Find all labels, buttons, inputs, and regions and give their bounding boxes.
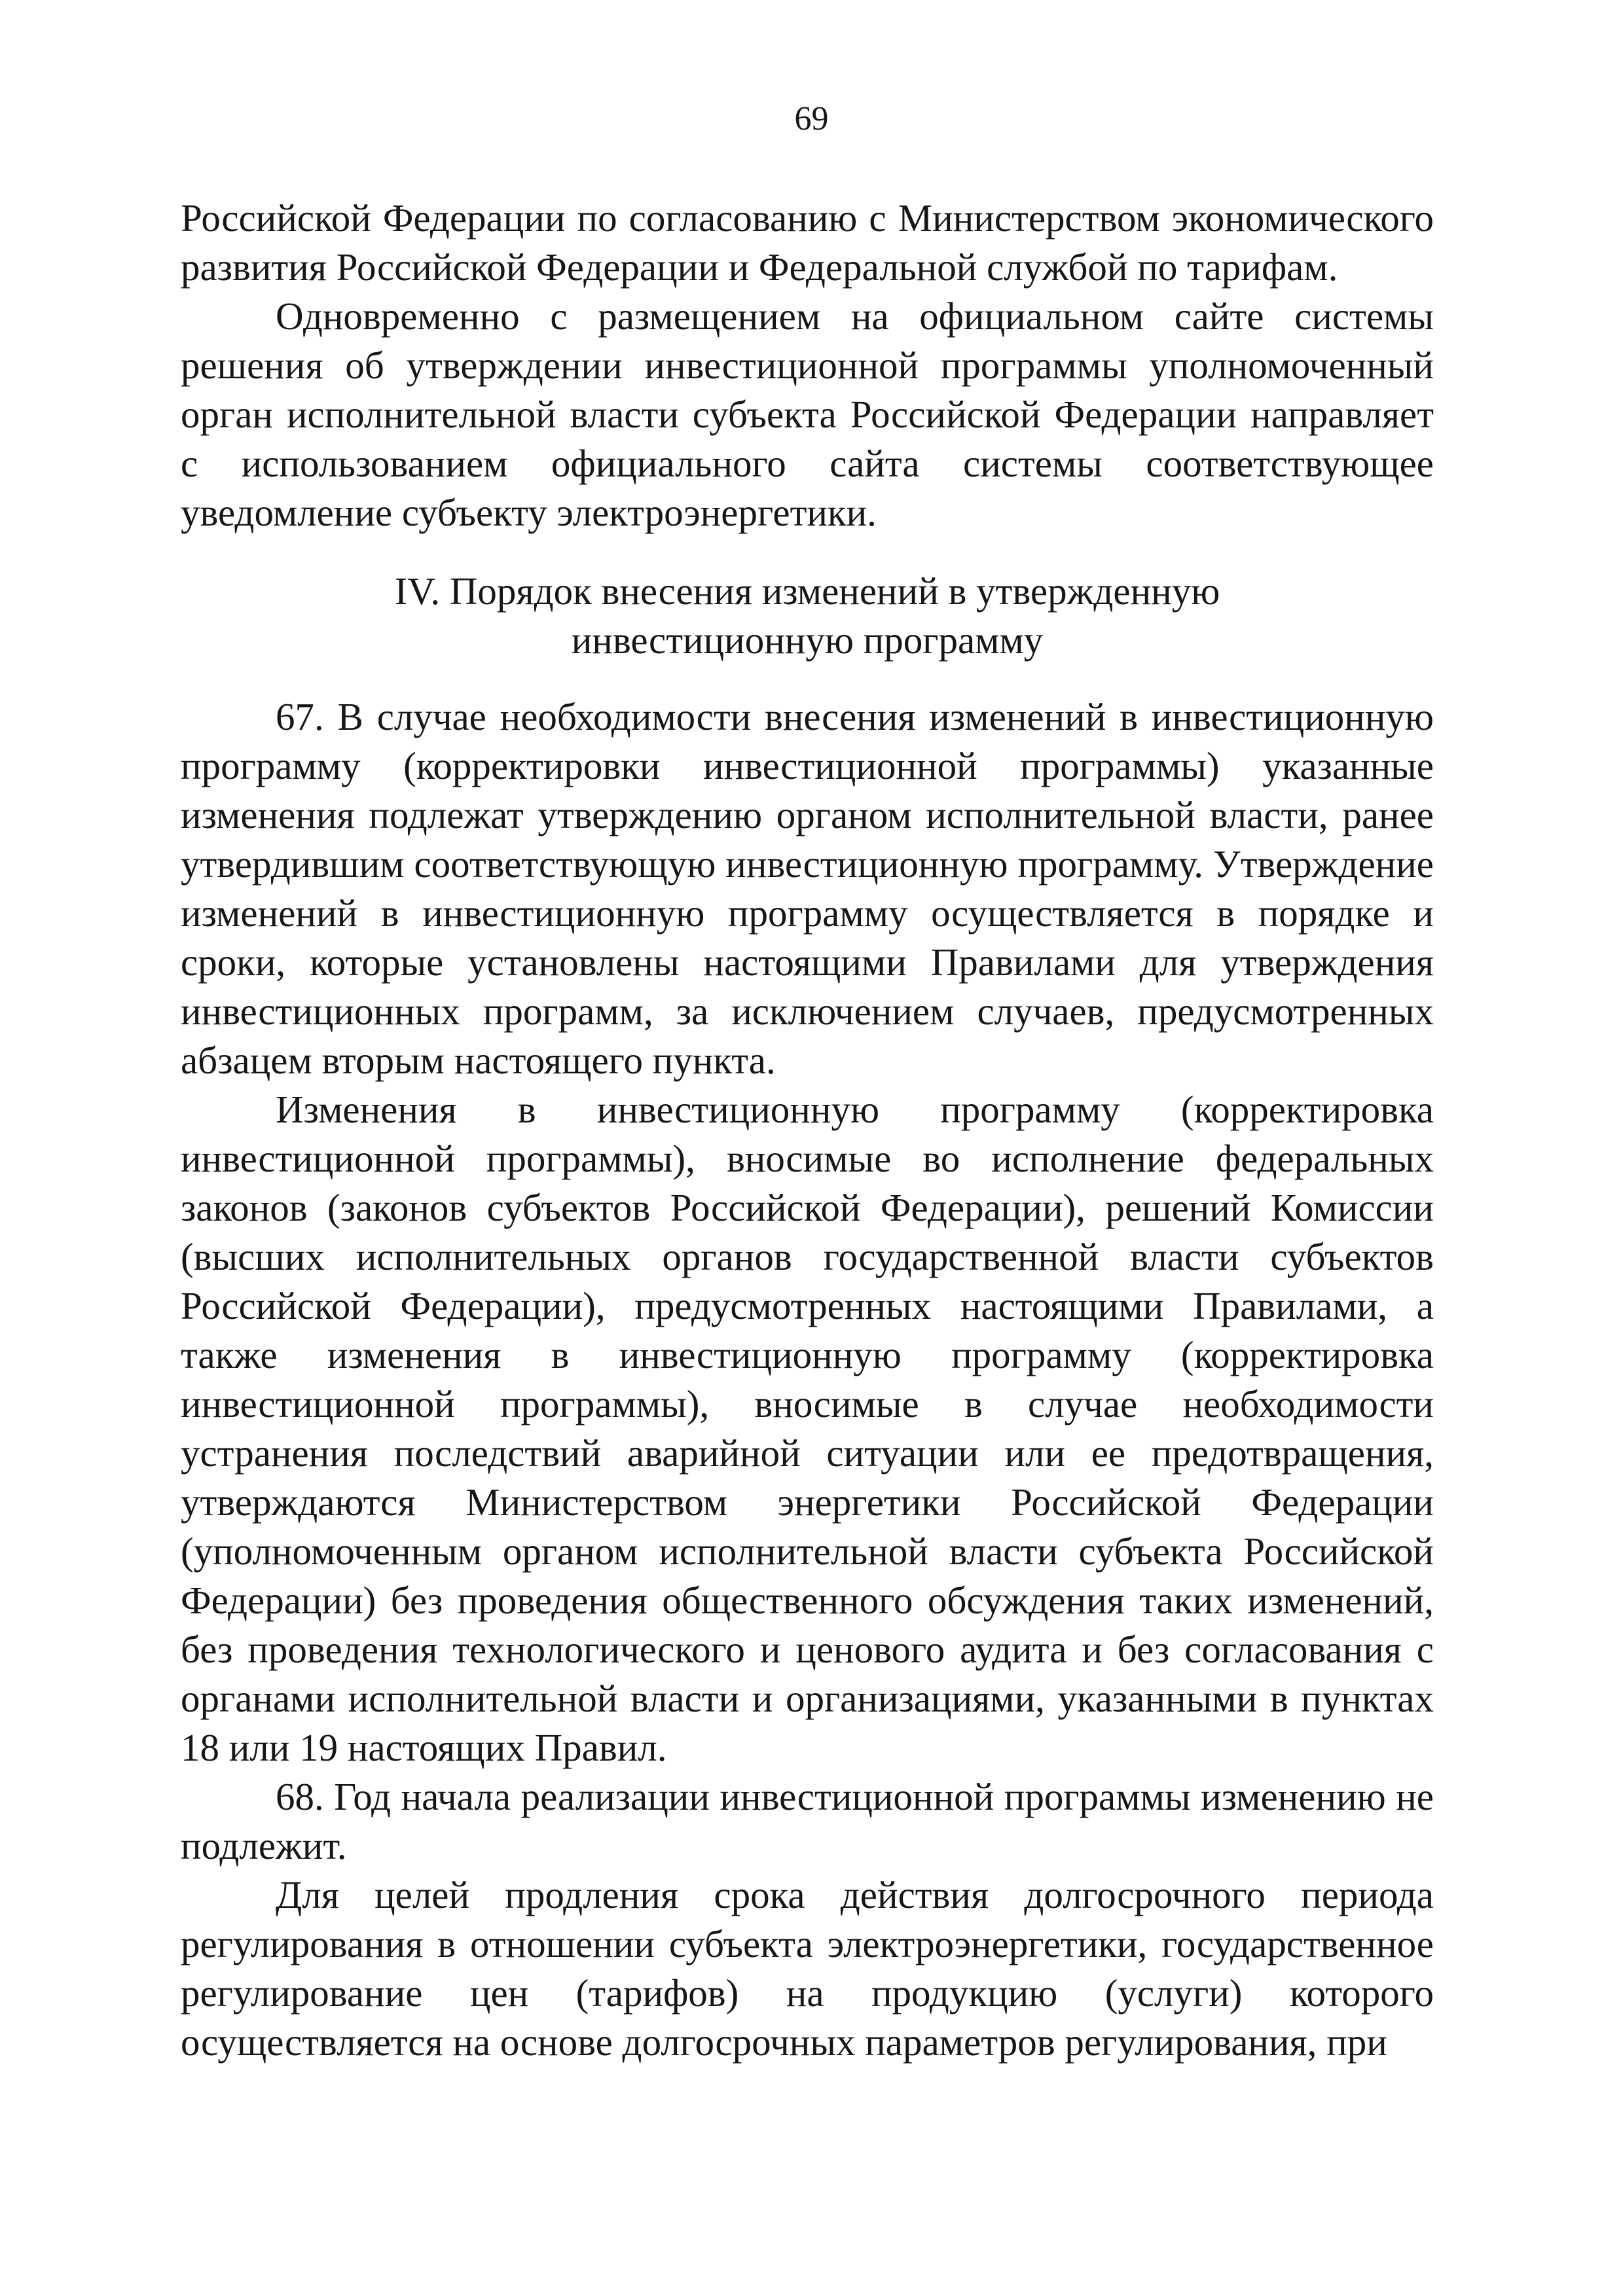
body-block [181, 692, 1434, 2067]
notice-paragraph: Одновременно с размещением на официальном сайте системы решения об утверждении инвестиционной программы уполномоченный орган исполнительной власти субъекта Российской Федерации направляет с использованием официального сайта системы соответствующее уведомление субъекту электроэнергетики. [181, 295, 1434, 534]
item-67-second-paragraph: Изменения в инвестиционную программу (корректировка инвестиционной программы), вносимые во исполнение федеральных законов (законов субъектов Российской Федерации), решений Комиссии (высших исполнительных органов государственной власти субъектов Российской Федерации), предусмотренных настоящими Правилами, а также изменения в инвестиционную программу (корректировка инвестиционной программы), вносимые в случае необходимости устранения последствий аварийной ситуации или ее предотвращения, утверждаются Министерством энергетики Российской Федерации (уполномоченным органом исполнительной власти субъекта Российской Федерации) без проведения общественного обсуждения таких изменений, без проведения технологического и ценового аудита и без согласования с органами исполнительной власти и организациями, указанными в пунктах 18 или 19 настоящих Правил. [181, 1088, 1434, 1769]
section-heading-line-2: инвестиционную программу [571, 619, 1044, 662]
item-67-paragraph: 67. В случае необходимости внесения изменений в инвестиционную программу (корректировки инвестиционной программы) указанные изменения подлежат утверждению органом исполнительной власти, ранее утвердившим соответствующую инвестиционную программу. Утверждение изменений в инвестиционную программу осуществляется в порядке и сроки, которые установлены настоящими Правилами для утверждения инвестиционных программ, за исключением случаев, предусмотренных абзацем вторым настоящего пункта. [181, 695, 1434, 1082]
intro-block [181, 194, 1434, 537]
continuation-paragraph: Российской Федерации по согласованию с Министерством экономического развития Российской Федерации и Федеральной службой по тарифам. [181, 196, 1434, 289]
section-heading [181, 567, 1434, 665]
item-68-second-paragraph: Для целей продления срока действия долгосрочного периода регулирования в отношении субъекта электроэнергетики, государственное регулирование цен (тарифов) на продукцию (услуги) которого осуществляется на основе долгосрочных параметров регулирования, при [181, 1873, 1434, 2064]
section-heading-line-1: IV. Порядок внесения изменений в утвержденную [394, 569, 1220, 613]
page-number: 69 [794, 100, 829, 137]
item-68-paragraph: 68. Год начала реализации инвестиционной программы изменению не подлежит. [181, 1775, 1434, 1867]
